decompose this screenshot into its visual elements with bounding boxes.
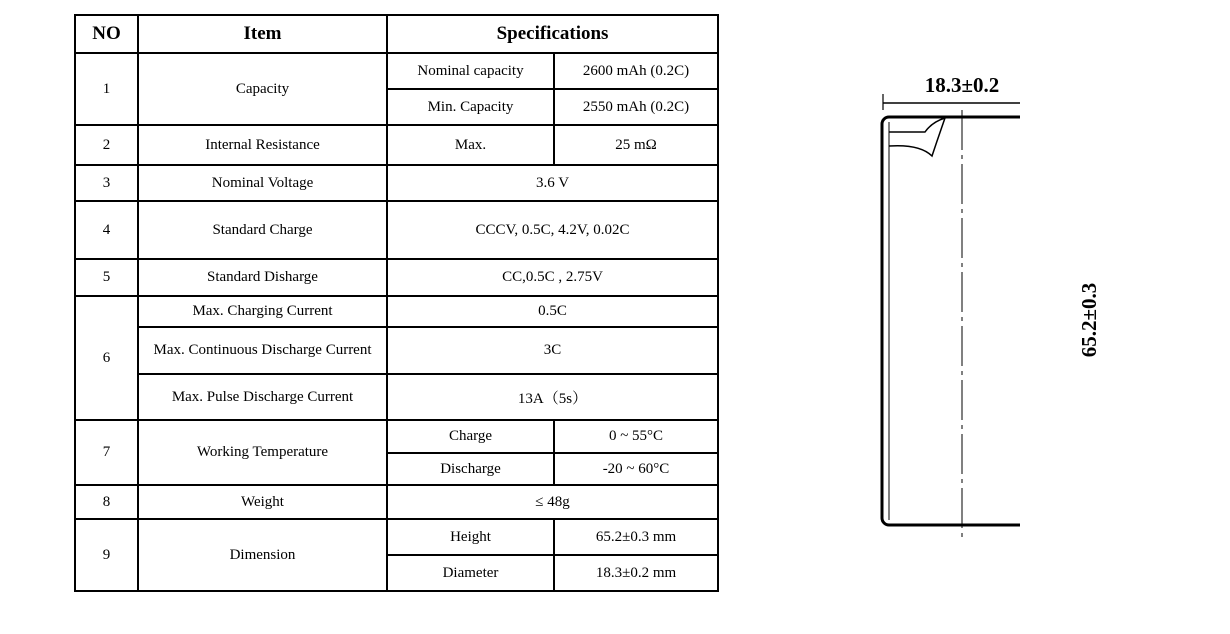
- row-number: 5: [75, 259, 138, 296]
- cell-cap-detail: [889, 118, 945, 156]
- spec-value: 3.6 V: [387, 165, 718, 201]
- spec-value: 0 ~ 55°C: [554, 420, 718, 453]
- row-number: 7: [75, 420, 138, 485]
- table-header-row: [75, 15, 718, 53]
- spec-value: ≤ 48g: [387, 485, 718, 519]
- height-label: 65.2±0.3: [1077, 282, 1101, 358]
- spec-label: Discharge: [387, 453, 554, 485]
- header-item: Item: [138, 15, 387, 53]
- battery-dimension-drawing: [860, 60, 1020, 560]
- width-label: 18.3±0.2: [924, 73, 1000, 97]
- item-standard-charge: Standard Charge: [138, 201, 387, 259]
- item-max-charging-current: Max. Charging Current: [138, 296, 387, 327]
- spec-value: CCCV, 0.5C, 4.2V, 0.02C: [387, 201, 718, 259]
- spec-value: 3C: [387, 327, 718, 374]
- table-row: [75, 420, 718, 453]
- item-dimension: Dimension: [138, 519, 387, 591]
- spec-label: Nominal capacity: [387, 53, 554, 89]
- table-row: [75, 485, 718, 519]
- row-number: 6: [75, 296, 138, 420]
- header-no: NO: [75, 15, 138, 53]
- cell-body: [882, 117, 1020, 525]
- spec-label: Charge: [387, 420, 554, 453]
- spec-label: Min. Capacity: [387, 89, 554, 125]
- table-row: [75, 374, 718, 420]
- spec-label: Max.: [387, 125, 554, 165]
- table-row: [75, 296, 718, 327]
- spec-label: Diameter: [387, 555, 554, 591]
- header-specifications: Specifications: [387, 15, 718, 53]
- spec-label: Height: [387, 519, 554, 555]
- item-standard-discharge: Standard Disharge: [138, 259, 387, 296]
- item-nominal-voltage: Nominal Voltage: [138, 165, 387, 201]
- row-number: 1: [75, 53, 138, 125]
- item-capacity: Capacity: [138, 53, 387, 125]
- table-row: [75, 519, 718, 555]
- spec-value: 65.2±0.3 mm: [554, 519, 718, 555]
- spec-value: 2600 mAh (0.2C): [554, 53, 718, 89]
- item-working-temperature: Working Temperature: [138, 420, 387, 485]
- table-row: [75, 327, 718, 374]
- spec-value: 2550 mAh (0.2C): [554, 89, 718, 125]
- height-label-holder: [1070, 250, 1110, 390]
- row-number: 2: [75, 125, 138, 165]
- row-number: 3: [75, 165, 138, 201]
- item-weight: Weight: [138, 485, 387, 519]
- spec-table: [74, 14, 719, 592]
- table-row: [75, 53, 718, 89]
- row-number: 4: [75, 201, 138, 259]
- spec-value: -20 ~ 60°C: [554, 453, 718, 485]
- row-number: 8: [75, 485, 138, 519]
- item-max-pulse-discharge-current: Max. Pulse Discharge Current: [138, 374, 387, 420]
- spec-value: CC,0.5C , 2.75V: [387, 259, 718, 296]
- item-internal-resistance: Internal Resistance: [138, 125, 387, 165]
- table-row: [75, 259, 718, 296]
- spec-value: 25 mΩ: [554, 125, 718, 165]
- table-row: [75, 201, 718, 259]
- spec-value: 13A（5s）: [387, 374, 718, 420]
- item-max-continuous-discharge-current: Max. Continuous Discharge Current: [138, 327, 387, 374]
- table-row: [75, 125, 718, 165]
- spec-value: 18.3±0.2 mm: [554, 555, 718, 591]
- spec-value: 0.5C: [387, 296, 718, 327]
- row-number: 9: [75, 519, 138, 591]
- table-row: [75, 165, 718, 201]
